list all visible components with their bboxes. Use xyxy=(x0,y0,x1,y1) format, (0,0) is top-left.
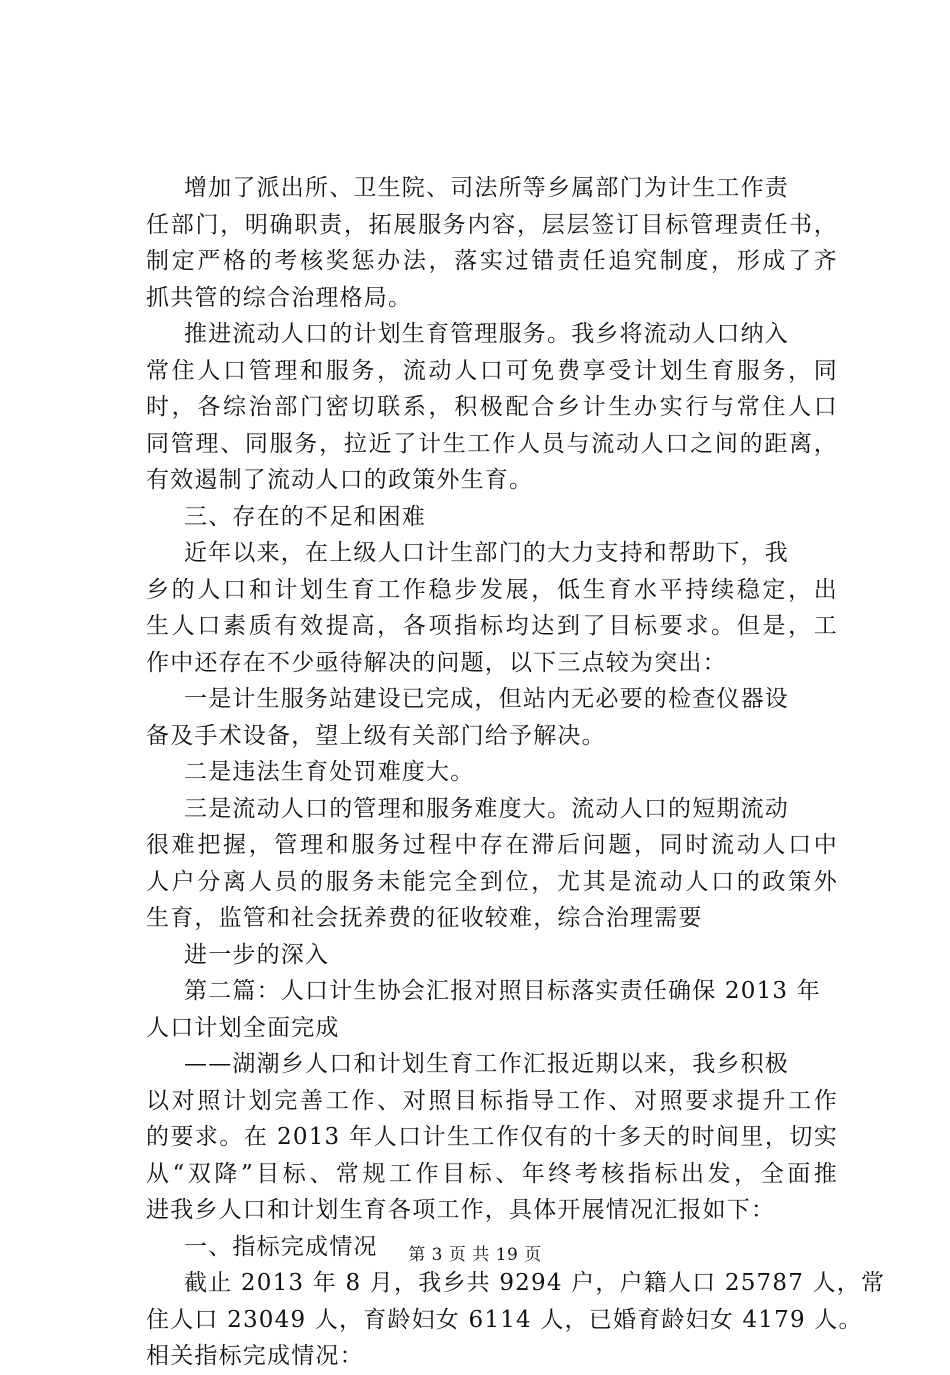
text-line: 截止 2013 年 8 月，我乡共 9294 户，户籍人口 25787 人，常 xyxy=(184,1270,886,1296)
text-line: 近年以来，在上级人口计生部门的大力支持和帮助下，我 xyxy=(184,540,789,566)
text-line: 任部门，明确职责，拓展服务内容，层层签订目标管理责任书， xyxy=(146,211,838,238)
text-line: 很难把握，管理和服务过程中存在滞后问题，同时流动人口中 xyxy=(146,832,838,858)
text-line: 常住人口管理和服务，流动人口可免费享受计划生育服务，同 xyxy=(146,357,838,384)
text-line: 制定严格的考核奖惩办法，落实过错责任追究制度，形成了齐 xyxy=(146,248,838,274)
text-line: 进一步的深入 xyxy=(184,941,330,968)
text-line: 乡的人口和计划生育工作稳步发展，低生育水平持续稳定，出 xyxy=(146,576,838,603)
text-line: 增加了派出所、卫生院、司法所等乡属部门为计生工作责 xyxy=(184,175,789,201)
text-line: 从“双降”目标、常规工作目标、年终考核指标出发，全面推 xyxy=(146,1160,838,1187)
text-line: 生人口素质有效提高，各项指标均达到了目标要求。但是，工 xyxy=(146,613,838,639)
section-heading: 三、存在的不足和困难 xyxy=(184,503,426,530)
text-line: 抓共管的综合治理格局。 xyxy=(146,284,413,311)
text-line: 的要求。在 2013 年人口计生工作仅有的十多天的时间里，切实 xyxy=(146,1124,838,1150)
section-heading: 第二篇：人口计生协会汇报对照目标落实责任确保 2013 年 xyxy=(184,978,821,1004)
text-line: 住人口 23049 人，育龄妇女 6114 人，已婚育龄妇女 4179 人。 xyxy=(146,1306,863,1333)
text-line: 推进流动人口的计划生育管理服务。我乡将流动人口纳入 xyxy=(184,321,789,347)
section-heading: 人口计划全面完成 xyxy=(146,1014,340,1041)
text-line: 时，各综治部门密切联系，积极配合乡计生办实行与常住人口 xyxy=(146,394,838,420)
text-line: 进我乡人口和计划生育各项工作，具体开展情况汇报如下： xyxy=(146,1197,776,1223)
page-number-footer: 第 3 页 共 19 页 xyxy=(408,1245,542,1265)
text-line: 生育，监管和社会抚养费的征收较难，综合治理需要 xyxy=(146,905,703,931)
text-line: 同管理、同服务，拉近了计生工作人员与流动人口之间的距离， xyxy=(146,430,838,457)
text-line: ——湖潮乡人口和计划生育工作汇报近期以来，我乡积极 xyxy=(184,1051,789,1077)
text-line: 二是违法生育处罚难度大。 xyxy=(184,759,475,785)
section-heading: 一、指标完成情况 xyxy=(184,1233,378,1260)
document-body xyxy=(146,170,886,1375)
text-line: 三是流动人口的管理和服务难度大。流动人口的短期流动 xyxy=(184,795,789,822)
text-line: 作中还存在不少亟待解决的问题，以下三点较为突出： xyxy=(146,649,727,676)
text-line: 相关指标完成情况： xyxy=(146,1343,364,1369)
text-line: 以对照计划完善工作、对照目标指导工作、对照要求提升工作 xyxy=(146,1087,838,1114)
text-line: 一是计生服务站建设已完成，但站内无必要的检查仪器设 xyxy=(184,686,789,712)
text-line: 人户分离人员的服务未能完全到位，尤其是流动人口的政策外 xyxy=(146,868,838,895)
text-line: 备及手术设备，望上级有关部门给予解决。 xyxy=(146,722,606,749)
text-line: 有效遏制了流动人口的政策外生育。 xyxy=(146,467,534,493)
